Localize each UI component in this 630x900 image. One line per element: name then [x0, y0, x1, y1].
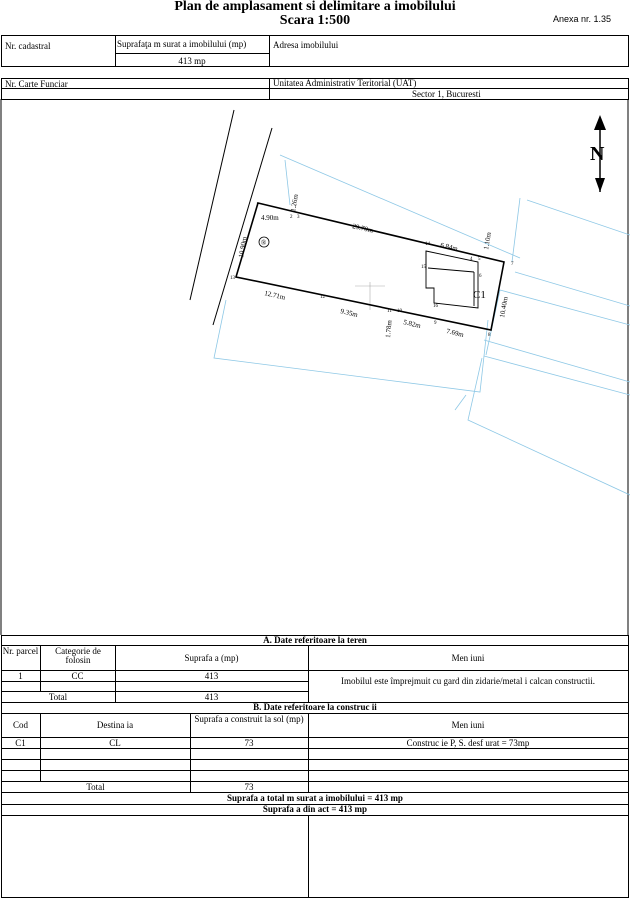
point-label: 15 — [421, 265, 426, 270]
neighbor-parcels — [214, 155, 630, 495]
dimension-label: 12.71m — [263, 289, 287, 302]
point-label: 7 — [511, 262, 514, 267]
uat-label: Unitatea Administrativ Teritorial (UAT) — [273, 78, 417, 88]
row-destinatia: CL — [109, 738, 121, 748]
point-label: 2 — [290, 215, 293, 220]
header-categorie: Categorie de folosin — [55, 646, 101, 665]
annex-label: Anexa nr. 1.35 — [553, 14, 612, 24]
site-plan — [0, 99, 630, 635]
row-mentiuni-b: Construc ie P, S. desf urat = 73mp — [406, 738, 530, 748]
row-suprafata: 413 — [204, 671, 219, 681]
parcel-marker: ® — [261, 239, 267, 247]
carte-funciara-label: Nr. Carte Funciar — [5, 79, 68, 89]
header-cod: Cod — [12, 720, 28, 730]
dimension-label: 10.40m — [498, 296, 510, 319]
suprafata-value: 413 mp — [178, 56, 206, 66]
row-cod: C1 — [15, 738, 26, 748]
dimension-label: 9.35m — [339, 307, 359, 319]
point-numbers — [230, 203, 514, 338]
dimension-label: 29.70m — [351, 222, 375, 235]
header-suprafata-construita: Suprafa a construit la sol (mp) — [194, 714, 304, 724]
section-b-title: B. Date referitoare la construc ii — [253, 702, 377, 712]
total-surface: Suprafa a total m surat a imobilului = 413 mp — [227, 793, 403, 803]
point-label: 1 — [256, 203, 259, 208]
header-suprafata: Suprafa a (mp) — [184, 653, 239, 663]
row-mentiuni: Imobilul este împrejmuit cu gard din zidarie/metal i calcan constructii. — [341, 676, 595, 686]
row-suprafata-construita: 73 — [244, 738, 254, 748]
point-label: 9 — [434, 321, 437, 326]
point-label: 14 — [425, 242, 430, 247]
point-label: 8 — [488, 333, 491, 338]
total-label-b: Total — [86, 782, 105, 792]
point-label: 12 — [320, 295, 325, 300]
dimension-label: 10.90m — [237, 236, 249, 259]
point-label: 3 — [297, 215, 300, 220]
north-label: N — [590, 143, 605, 165]
deed-surface: Suprafa a din act = 413 mp — [262, 804, 368, 814]
point-label: 10 — [397, 309, 402, 314]
building-label: C1 — [473, 289, 486, 301]
adresa-label: Adresa imobilului — [273, 40, 339, 50]
row-categorie: CC — [71, 671, 84, 681]
header-destinatia: Destina ia — [96, 720, 134, 730]
total-label: Total — [48, 692, 68, 702]
dimension-label: 1.10m — [482, 231, 494, 251]
header-nr-parcel: Nr. parcel — [2, 646, 39, 656]
dimension-label: 7.69m — [445, 327, 465, 339]
point-label: 4 — [470, 257, 473, 262]
point-label: 5 — [478, 257, 481, 262]
point-label: 6 — [479, 274, 482, 279]
point-label: 13 — [230, 276, 235, 281]
nr-cadastral-label: Nr. cadastral — [5, 41, 51, 51]
dimension-label: 4.90m — [261, 214, 279, 222]
point-label: 16 — [433, 304, 438, 309]
page-title: Plan de amplasament si delimitare a imobilului — [174, 0, 456, 14]
total-value: 413 — [204, 692, 219, 702]
dimension-label: 1.78m — [384, 319, 394, 339]
dimension-labels — [237, 193, 510, 339]
street-line — [190, 110, 234, 300]
scale-label: Scara 1:500 — [279, 13, 351, 28]
header-mentiuni-b: Men iuni — [451, 720, 485, 730]
header-mentiuni: Men iuni — [451, 653, 485, 663]
dimension-label: 5.82m — [402, 318, 422, 330]
dimension-label: 6.84m — [439, 241, 459, 253]
north-arrow-icon — [590, 115, 606, 192]
point-label: 11 — [387, 309, 392, 314]
row-nr: 1 — [18, 671, 23, 681]
suprafata-label: Suprafaţa m surat a imobilului (mp) — [117, 39, 247, 49]
parcel-boundary — [236, 203, 504, 330]
dimension-label: 1.26m — [289, 193, 301, 213]
section-a-title: A. Date referitoare la teren — [263, 635, 367, 645]
uat-value: Sector 1, Bucuresti — [412, 89, 481, 99]
total-value-b: 73 — [244, 782, 254, 792]
